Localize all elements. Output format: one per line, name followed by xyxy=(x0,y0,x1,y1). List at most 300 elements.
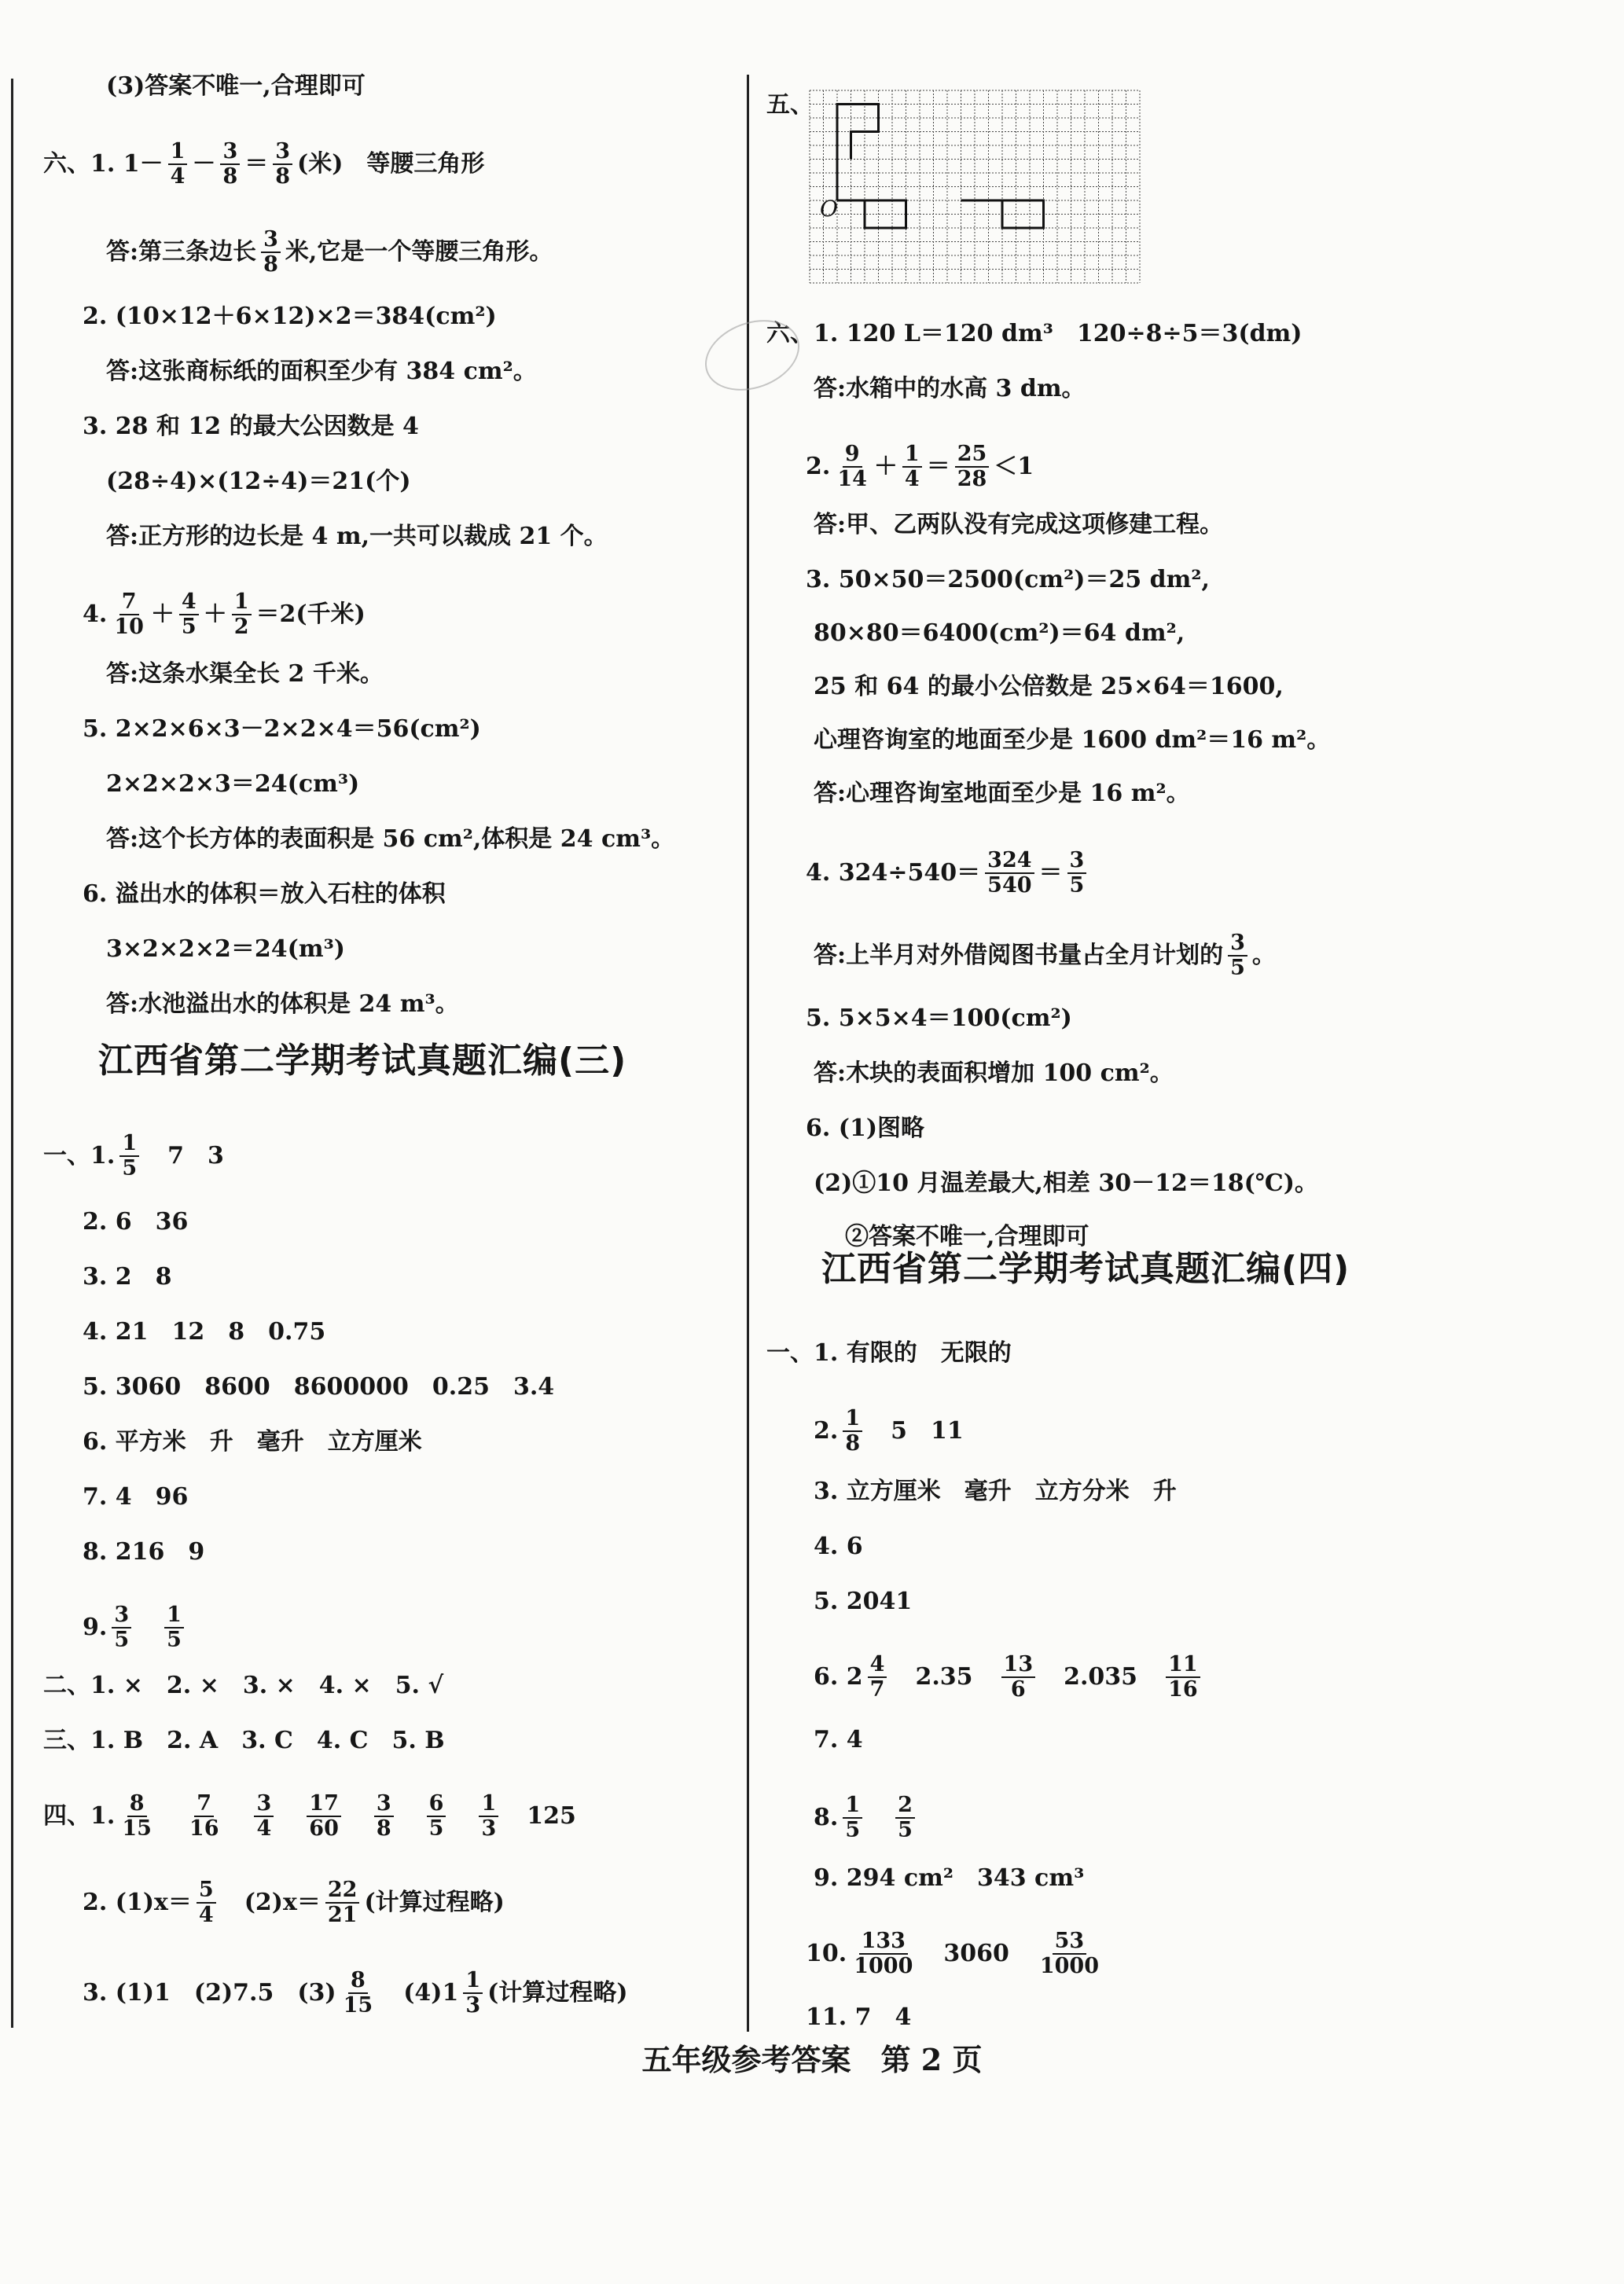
item-number: 5. xyxy=(83,715,108,743)
item-number: 1. xyxy=(814,1339,839,1367)
fraction xyxy=(197,1878,216,1927)
answer-text: ＝ xyxy=(244,150,269,178)
denominator: 5 xyxy=(1069,873,1085,898)
answer-text: B xyxy=(115,1727,167,1754)
item-number: 10. xyxy=(806,1940,847,1967)
denominator: 540 xyxy=(987,873,1032,898)
denominator: 4 xyxy=(256,1816,272,1841)
numerator: 1 xyxy=(168,140,188,165)
left-answer-line xyxy=(83,301,497,332)
item-number: 2. xyxy=(83,1208,108,1236)
numerator: 1 xyxy=(232,590,252,615)
denominator: 1000 xyxy=(1039,1954,1100,1978)
item-number: 4. xyxy=(806,859,831,887)
answer-text: 六、 xyxy=(43,150,90,178)
denominator: 2 xyxy=(233,615,249,639)
answer-text xyxy=(450,1801,474,1832)
right-answer-line xyxy=(814,1407,964,1456)
item-number: 3. xyxy=(241,1727,266,1754)
left-answer-line xyxy=(83,1969,628,2018)
right-answer-line xyxy=(814,618,1185,649)
denominator: 3 xyxy=(465,1993,481,2018)
item-number: 1. xyxy=(814,320,839,347)
fraction xyxy=(374,1792,394,1841)
answer-text: 2.35 xyxy=(891,1663,997,1691)
numerator: 11 xyxy=(1166,1653,1200,1678)
answer-text: 答:水池溢出水的体积是 24 m³。 xyxy=(106,990,459,1018)
answer-text: － xyxy=(192,150,216,178)
denominator: 8 xyxy=(845,1431,861,1456)
denominator: 5 xyxy=(181,615,197,639)
fraction xyxy=(325,1878,360,1927)
answer-text: (2)x＝ xyxy=(220,1889,321,1916)
numerator: 3 xyxy=(261,228,281,253)
answer-text: ＜1 xyxy=(994,453,1034,480)
item-number: 4. xyxy=(83,600,108,628)
answer-text: (10×12＋6×12)×2＝384(cm²) xyxy=(107,303,497,330)
answer-text: (4)1 xyxy=(380,1979,459,2007)
right-answer-line xyxy=(766,318,1302,350)
denominator: 15 xyxy=(343,1993,373,2018)
answer-text: 溢出水的体积＝放入石柱的体积 xyxy=(107,880,446,908)
answer-text: × xyxy=(344,1672,395,1699)
item-number: 3. xyxy=(83,1979,108,2007)
left-answer-line xyxy=(83,590,366,639)
answer-text: 米,它是一个等腰三角形。 xyxy=(285,238,553,266)
left-answer-line xyxy=(83,714,481,745)
answer-text: 28 和 12 的最大公因数是 4 xyxy=(107,413,419,440)
item-number: 9. xyxy=(814,1864,839,1892)
numerator: 1 xyxy=(902,442,922,468)
item-number: 8. xyxy=(814,1804,839,1831)
answer-text: 答:这个长方体的表面积是 56 cm²,体积是 24 cm³。 xyxy=(106,825,675,853)
answer-text: A xyxy=(191,1727,242,1754)
answer-text: ②答案不唯一,合理即可 xyxy=(845,1223,1089,1250)
fraction xyxy=(955,442,990,491)
numerator: 1 xyxy=(119,1132,139,1157)
fraction xyxy=(427,1792,446,1841)
left-answer-line xyxy=(83,1878,505,1927)
answer-text: 50×50＝2500(cm²)＝25 dm², xyxy=(830,566,1210,593)
fraction xyxy=(868,1653,887,1702)
answer-text: 平方米 升 毫升 立方厘米 xyxy=(107,1428,422,1456)
answer-text: × xyxy=(191,1672,243,1699)
answer-text: (28÷4)×(12÷4)＝21(个) xyxy=(106,468,411,495)
right-answer-line xyxy=(814,1794,920,1842)
denominator: 8 xyxy=(222,164,238,189)
answer-text: ＋ xyxy=(203,600,227,628)
fraction xyxy=(164,1603,184,1652)
left-answer-line xyxy=(43,1670,443,1702)
answer-text: ＋ xyxy=(873,453,898,480)
answer-text xyxy=(136,1612,160,1643)
fraction xyxy=(1001,1653,1036,1702)
fraction xyxy=(187,1792,222,1841)
item-number: 5. xyxy=(395,1672,421,1699)
left-answer-line xyxy=(43,1132,224,1181)
answer-text: 3060 xyxy=(920,1940,1033,1967)
left-answer-line xyxy=(83,1482,188,1513)
fraction xyxy=(843,1407,862,1456)
denominator: 5 xyxy=(845,1818,861,1842)
answer-text: 7 4 xyxy=(847,2003,912,2031)
answer-text: 4 xyxy=(838,1726,863,1753)
item-number: 2. xyxy=(83,303,108,330)
item-number: 1. xyxy=(90,150,116,178)
shape-outline xyxy=(837,105,879,201)
right-answer-line xyxy=(806,2002,911,2033)
right-answer-line xyxy=(814,671,1284,703)
item-number: 7. xyxy=(814,1726,839,1753)
left-answer-line xyxy=(106,934,345,965)
answer-text: 答:上半月对外借阅图书量占全月计划的 xyxy=(814,942,1224,969)
left-answer-line xyxy=(106,659,384,690)
denominator: 3 xyxy=(481,1816,497,1841)
numerator: 3 xyxy=(1228,931,1247,957)
origin-label: O xyxy=(820,196,838,222)
item-number: 6. xyxy=(806,1114,831,1142)
fraction xyxy=(1067,849,1087,898)
left-answer-line xyxy=(106,466,411,498)
left-answer-line xyxy=(106,824,674,855)
numerator: 3 xyxy=(220,140,240,165)
left-answer-line xyxy=(106,356,537,387)
left-answer-line xyxy=(83,1603,189,1652)
answer-text: ＋ xyxy=(150,600,175,628)
answer-text: 有限的 无限的 xyxy=(838,1339,1012,1367)
fraction xyxy=(119,1792,154,1841)
right-answer-line xyxy=(766,1338,1012,1369)
fraction xyxy=(179,590,199,639)
denominator: 4 xyxy=(170,164,186,189)
answer-text: 5 11 xyxy=(867,1417,964,1445)
item-number: 5. xyxy=(806,1004,831,1032)
fraction xyxy=(112,1603,131,1652)
answer-text: 6 36 xyxy=(107,1208,189,1236)
item-number: 3. xyxy=(83,1263,108,1291)
item-number: 3. xyxy=(83,413,108,440)
denominator: 5 xyxy=(114,1628,130,1652)
numerator: 1 xyxy=(164,1603,184,1629)
answer-text: 120 L＝120 dm³ 120÷8÷5＝3(dm) xyxy=(838,320,1303,347)
answer-text: 2×2×2×3＝24(cm³) xyxy=(106,770,360,798)
numerator: 9 xyxy=(843,442,862,468)
item-number: 4. xyxy=(318,1672,344,1699)
item-number: 4. xyxy=(83,1318,108,1346)
answer-text: 2.035 xyxy=(1040,1663,1162,1691)
item-number: 5. xyxy=(391,1727,417,1754)
answer-text: (1)x＝ xyxy=(107,1889,192,1916)
left-answer-line xyxy=(83,1206,188,1238)
right-answer-line xyxy=(814,1653,1205,1702)
answer-text: × xyxy=(267,1672,319,1699)
answer-text xyxy=(346,1801,369,1832)
numerator: 3 xyxy=(112,1603,131,1629)
denominator: 8 xyxy=(376,1816,391,1841)
grid-figure xyxy=(802,83,1148,298)
fraction xyxy=(1166,1653,1200,1702)
answer-text: 324÷540＝ xyxy=(830,859,981,887)
numerator: 3 xyxy=(273,140,292,165)
right-answer-line xyxy=(814,1058,1174,1089)
answer-text: 125 xyxy=(503,1802,576,1830)
right-answer-line xyxy=(814,725,1330,756)
fraction xyxy=(168,140,188,189)
numerator: 6 xyxy=(427,1792,446,1817)
fraction xyxy=(985,849,1034,898)
item-number: 1. xyxy=(90,1672,116,1699)
denominator: 4 xyxy=(198,1903,214,1927)
fraction xyxy=(254,1792,274,1841)
answer-text: √ xyxy=(420,1672,444,1699)
left-answer-line xyxy=(106,989,459,1020)
denominator: 5 xyxy=(1230,956,1245,980)
answer-text: 答:水箱中的水高 3 dm。 xyxy=(814,375,1086,402)
fraction xyxy=(895,1794,915,1842)
answer-text: 答:第三条边长 xyxy=(106,238,257,266)
right-answer-line xyxy=(814,1168,1318,1199)
right-answer-line xyxy=(814,373,1086,405)
answer-text: (1)图略 xyxy=(830,1114,925,1142)
numerator: 8 xyxy=(127,1792,147,1817)
numerator: 8 xyxy=(348,1969,368,1994)
item-number: 1. xyxy=(90,1802,116,1830)
fraction xyxy=(220,140,240,189)
denominator: 7 xyxy=(869,1677,885,1702)
item-number: 3. xyxy=(806,566,831,593)
left-answer-line xyxy=(106,769,359,800)
answer-text: (1)1 (2)7.5 (3) xyxy=(107,1979,336,2007)
numerator: 3 xyxy=(1067,849,1087,874)
answer-text: B xyxy=(416,1727,445,1754)
left-answer-line xyxy=(83,1427,422,1458)
answer-text: 2 8 xyxy=(107,1263,172,1291)
fraction xyxy=(112,590,146,639)
answer-text: 答:心理咨询室地面至少是 16 m²。 xyxy=(814,780,1190,807)
answer-text: C xyxy=(341,1727,392,1754)
answer-text: 7 3 xyxy=(144,1142,224,1170)
answer-text xyxy=(867,1802,891,1834)
denominator: 5 xyxy=(167,1628,182,1652)
item-number: 7. xyxy=(83,1483,108,1511)
item-number: 6. xyxy=(814,1663,839,1691)
answer-text: 答:甲、乙两队没有完成这项修建工程。 xyxy=(814,511,1224,538)
right-answer-line xyxy=(814,1586,912,1618)
left-answer-line xyxy=(106,71,366,102)
numerator: 53 xyxy=(1053,1930,1087,1955)
denominator: 14 xyxy=(837,467,867,491)
answer-text: 1－ xyxy=(115,150,164,178)
left-answer-line xyxy=(83,1261,172,1293)
answer-text: C xyxy=(266,1727,317,1754)
answer-text: 六、 xyxy=(766,320,814,347)
item-number: 2. xyxy=(166,1672,192,1699)
fraction xyxy=(902,442,922,491)
item-number: 1. xyxy=(90,1727,116,1754)
right-section-heading: 江西省第二学期考试真题汇编(四) xyxy=(821,1249,1350,1289)
item-number: 2. xyxy=(167,1727,192,1754)
answer-text: 294 cm² 343 cm³ xyxy=(838,1864,1085,1892)
answer-text: (计算过程略) xyxy=(487,1979,628,2007)
fraction xyxy=(843,1794,862,1842)
numerator: 4 xyxy=(179,590,199,615)
denominator: 60 xyxy=(309,1816,339,1841)
fraction xyxy=(261,228,281,277)
answer-text: ＝ xyxy=(926,453,950,480)
item-number: 3. xyxy=(242,1672,268,1699)
right-answer-line xyxy=(806,1003,1072,1034)
numerator: 5 xyxy=(197,1878,216,1904)
answer-text: 。 xyxy=(1251,942,1276,969)
denominator: 21 xyxy=(327,1903,358,1927)
item-number: 6. xyxy=(83,1428,108,1456)
fraction xyxy=(341,1969,376,2018)
denominator: 28 xyxy=(957,467,987,491)
answer-text: 四、 xyxy=(43,1802,90,1830)
fraction xyxy=(307,1792,341,1841)
right-answer-line xyxy=(814,1476,1177,1507)
denominator: 8 xyxy=(263,252,278,277)
right-answer-line xyxy=(806,564,1210,596)
answer-text: 答:这张商标纸的面积至少有 384 cm²。 xyxy=(106,358,537,385)
fraction xyxy=(232,590,252,639)
answer-text: (3)答案不唯一,合理即可 xyxy=(106,72,366,100)
right-answer-line xyxy=(806,1113,924,1144)
denominator: 16 xyxy=(189,1816,219,1841)
answer-text: 2×2×6×3－2×2×4＝56(cm²) xyxy=(107,715,481,743)
numerator: 7 xyxy=(119,590,139,615)
item-number: 4. xyxy=(316,1727,342,1754)
denominator: 4 xyxy=(904,467,920,491)
item-number: 3. xyxy=(814,1478,839,1505)
fraction xyxy=(1038,1930,1101,1978)
answer-text: ＝2(千米) xyxy=(255,600,366,628)
answer-text: 立方厘米 毫升 立方分米 升 xyxy=(838,1478,1177,1505)
answer-text: × xyxy=(115,1672,167,1699)
fraction xyxy=(851,1930,915,1978)
answer-text: 5×5×4＝100(cm²) xyxy=(830,1004,1072,1032)
right-answer-line xyxy=(814,1863,1084,1894)
denominator: 5 xyxy=(122,1156,138,1181)
answer-text: 2041 xyxy=(838,1588,913,1615)
answer-text: ＝ xyxy=(1038,859,1063,887)
left-answer-line xyxy=(43,1725,445,1757)
right-answer-line xyxy=(806,442,1034,491)
left-section-heading: 江西省第二学期考试真题汇编(三) xyxy=(98,1041,627,1081)
answer-text: 答:这条水渠全长 2 千米。 xyxy=(106,660,384,688)
right-answer-line xyxy=(806,1930,1106,1978)
item-number: 2. xyxy=(806,453,831,480)
denominator: 6 xyxy=(1010,1677,1026,1702)
right-answer-line xyxy=(814,931,1276,980)
item-number: 5. xyxy=(83,1373,108,1401)
grid-drawing xyxy=(802,83,1148,295)
fraction xyxy=(1228,931,1247,980)
answer-text: 6 xyxy=(838,1533,863,1560)
numerator: 25 xyxy=(955,442,990,468)
item-number: 2. xyxy=(814,1417,839,1445)
answer-text: 25 和 64 的最小公倍数是 25×64＝1600, xyxy=(814,673,1284,700)
right-answer-line xyxy=(814,778,1190,810)
left-answer-line xyxy=(83,879,446,910)
answer-text: (2)①10 月温差最大,相差 30－12＝18(℃)。 xyxy=(814,1170,1318,1197)
denominator: 5 xyxy=(898,1818,913,1842)
item-number: 1. xyxy=(90,1142,116,1170)
numerator: 1 xyxy=(463,1969,483,1994)
numerator: 1 xyxy=(843,1407,862,1432)
denominator: 10 xyxy=(114,615,144,639)
denominator: 8 xyxy=(275,164,291,189)
item-number: 5. xyxy=(814,1588,839,1615)
left-answer-line xyxy=(106,228,553,277)
numerator: 1 xyxy=(479,1792,498,1817)
left-answer-line xyxy=(83,1316,325,1348)
answer-text: 3060 8600 8600000 0.25 3.4 xyxy=(107,1373,555,1401)
numerator: 3 xyxy=(374,1792,394,1817)
answer-text: 答:木块的表面积增加 100 cm²。 xyxy=(814,1059,1174,1087)
fraction xyxy=(463,1969,483,2018)
answer-text: 答:正方形的边长是 4 m,一共可以裁成 21 个。 xyxy=(106,523,608,550)
answer-text: 一、 xyxy=(43,1142,90,1170)
item-number: 11. xyxy=(806,2003,847,2031)
item-number: 2. xyxy=(83,1889,108,1916)
fraction xyxy=(119,1132,139,1181)
answer-text: (计算过程略) xyxy=(364,1889,505,1916)
answer-text: 216 9 xyxy=(107,1538,205,1566)
left-margin-rule xyxy=(11,79,13,2028)
answer-text: 21 12 8 0.75 xyxy=(107,1318,326,1346)
answer-text xyxy=(399,1801,422,1832)
fraction xyxy=(273,140,292,189)
numerator: 2 xyxy=(895,1794,915,1819)
denominator: 16 xyxy=(1168,1677,1198,1702)
left-answer-line xyxy=(43,1792,576,1841)
denominator: 1000 xyxy=(854,1954,913,1978)
left-answer-line xyxy=(83,1372,554,1403)
right-answer-line xyxy=(814,1531,863,1562)
answer-text: 80×80＝6400(cm²)＝64 dm², xyxy=(814,619,1185,647)
right-answer-line xyxy=(814,509,1223,541)
numerator: 17 xyxy=(307,1792,341,1817)
item-number: 9. xyxy=(83,1614,108,1641)
right-answer-line xyxy=(806,849,1091,898)
numerator: 4 xyxy=(868,1653,887,1678)
numerator: 324 xyxy=(985,849,1034,874)
answer-text: 3×2×2×2＝24(m³) xyxy=(106,935,345,963)
numerator: 22 xyxy=(325,1878,360,1904)
numerator: 133 xyxy=(859,1930,908,1955)
denominator: 5 xyxy=(428,1816,444,1841)
grid-question-label: 五、 xyxy=(766,91,814,119)
fraction xyxy=(835,442,869,491)
answer-text xyxy=(278,1801,302,1832)
item-number: 6. xyxy=(83,880,108,908)
answer-text: 2 xyxy=(838,1663,863,1691)
answer-text: 二、 xyxy=(43,1672,90,1699)
numerator: 7 xyxy=(194,1792,214,1817)
numerator: 3 xyxy=(254,1792,274,1817)
answer-text: 心理咨询室的地面至少是 1600 dm²＝16 m²。 xyxy=(814,726,1331,754)
denominator: 15 xyxy=(122,1816,152,1841)
numerator: 1 xyxy=(843,1794,862,1819)
answer-text: 三、 xyxy=(43,1727,90,1754)
answer-text: 一、 xyxy=(766,1339,814,1367)
answer-text: 4 96 xyxy=(107,1483,189,1511)
item-number: 8. xyxy=(83,1538,108,1566)
fraction xyxy=(479,1792,498,1841)
right-answer-line xyxy=(814,1724,863,1756)
numerator: 13 xyxy=(1001,1653,1036,1678)
